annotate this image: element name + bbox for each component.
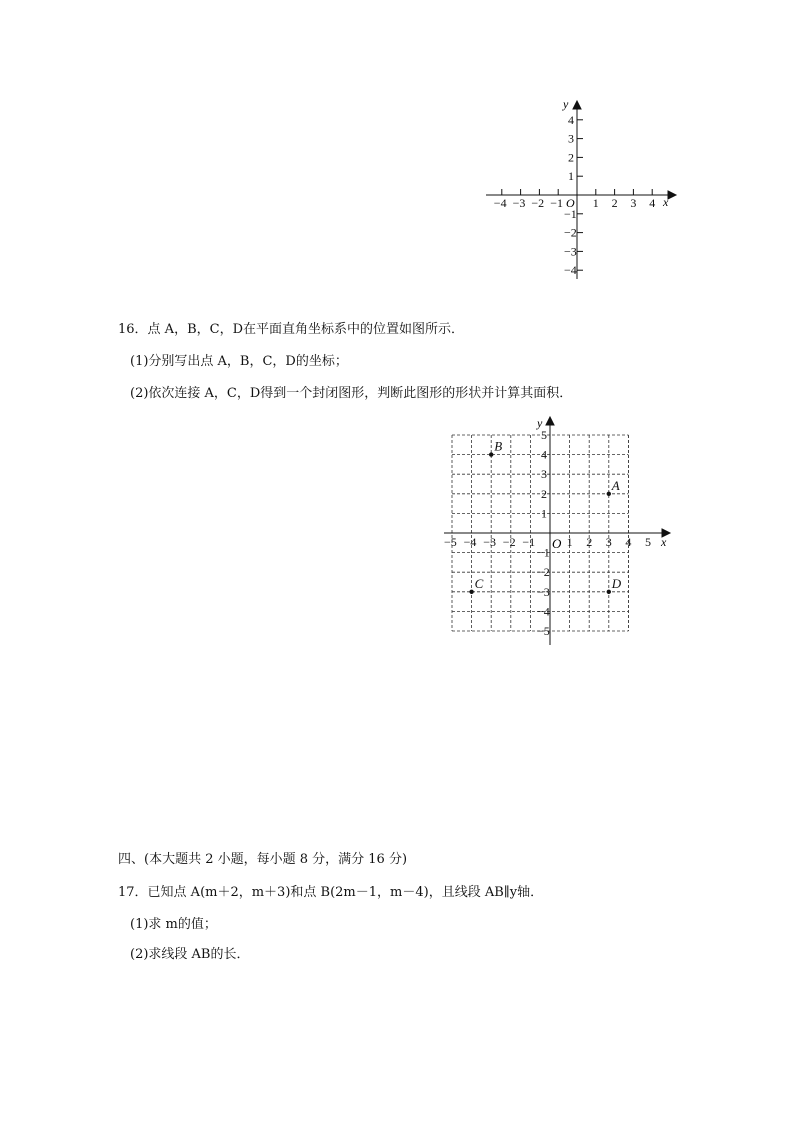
y-tick-label: 3 bbox=[568, 131, 574, 146]
x-tick-label: −3 bbox=[512, 196, 526, 210]
x-tick-label: 3 bbox=[605, 535, 612, 549]
x-tick-label: −1 bbox=[522, 535, 536, 549]
x-axis-label: x bbox=[663, 195, 669, 209]
point-d-label: D bbox=[611, 575, 622, 591]
y-tick-label: −5 bbox=[537, 624, 550, 638]
y-axis-label: y bbox=[563, 97, 569, 111]
x-axis-arrow bbox=[668, 191, 676, 199]
x-tick-label: −4 bbox=[493, 196, 507, 210]
point-d bbox=[607, 590, 611, 594]
x-tick-label: 2 bbox=[611, 196, 618, 210]
x-tick-label: 5 bbox=[645, 535, 651, 549]
x-tick-label: −4 bbox=[463, 535, 477, 549]
coordinate-axes-figure bbox=[480, 95, 680, 285]
point-c bbox=[469, 590, 473, 594]
question-17-part-2: (2)求线段 AB的长． bbox=[130, 947, 250, 962]
y-tick-label: −1 bbox=[537, 545, 550, 560]
y-tick-label: 4 bbox=[568, 112, 574, 127]
y-tick-label: −4 bbox=[537, 604, 550, 619]
x-tick-label: −2 bbox=[502, 535, 516, 549]
x-tick-label: −5 bbox=[444, 535, 457, 549]
y-tick-label: 3 bbox=[541, 467, 547, 482]
y-tick-label: −3 bbox=[537, 584, 550, 599]
question-17-part-1: (1)求 m的值； bbox=[130, 917, 217, 932]
y-tick-label: −4 bbox=[564, 263, 577, 278]
y-tick-label: −2 bbox=[537, 565, 550, 580]
y-tick-label: 2 bbox=[541, 486, 547, 501]
point-a-label: A bbox=[611, 477, 620, 493]
point-b bbox=[489, 452, 493, 456]
x-tick-label: 4 bbox=[625, 535, 632, 549]
x-tick-label: 3 bbox=[630, 196, 637, 210]
x-tick-label: −3 bbox=[483, 535, 496, 549]
y-axis-arrow bbox=[546, 417, 554, 425]
y-tick-label: −2 bbox=[564, 225, 577, 240]
question-17-stem: 17．已知点 A(m＋2，m＋3)和点 B(2m－1，m－4)，且线段 AB∥y轴． bbox=[118, 885, 544, 900]
x-tick-label: −2 bbox=[531, 196, 545, 210]
x-tick-label: 1 bbox=[592, 196, 599, 210]
x-tick-label: −1 bbox=[550, 196, 563, 210]
origin-label: O bbox=[552, 536, 562, 551]
y-axis-arrow bbox=[573, 101, 581, 109]
y-tick-label: 1 bbox=[568, 169, 574, 184]
point-b-label: B bbox=[494, 438, 503, 454]
grid-coordinate-figure bbox=[440, 415, 680, 650]
x-tick-label: 1 bbox=[566, 535, 573, 549]
y-tick-label: 5 bbox=[541, 428, 547, 442]
x-tick-label: 4 bbox=[649, 196, 656, 210]
y-tick-label: 4 bbox=[541, 447, 547, 462]
section-4-heading: 四、(本大题共 2 小题，每小题 8 分，满分 16 分) bbox=[118, 852, 408, 867]
question-16-part-1: (1)分别写出点 A，B，C，D的坐标； bbox=[130, 354, 348, 369]
y-tick-label: −1 bbox=[564, 206, 577, 221]
point-a bbox=[607, 492, 611, 496]
y-tick-label: −3 bbox=[564, 244, 577, 259]
question-16-stem: 16．点 A，B，C，D在平面直角坐标系中的位置如图所示． bbox=[118, 322, 464, 337]
y-tick-label: 1 bbox=[541, 506, 547, 521]
x-axis-label: x bbox=[661, 535, 667, 549]
y-axis-label: y bbox=[537, 416, 543, 430]
origin-label: O bbox=[566, 196, 575, 210]
x-tick-label: 2 bbox=[586, 535, 593, 549]
question-16-part-2: (2)依次连接 A，C，D得到一个封闭图形，判断此图形的形状并计算其面积． bbox=[130, 386, 573, 401]
point-c-label: C bbox=[474, 575, 484, 591]
y-tick-label: 2 bbox=[568, 150, 574, 165]
